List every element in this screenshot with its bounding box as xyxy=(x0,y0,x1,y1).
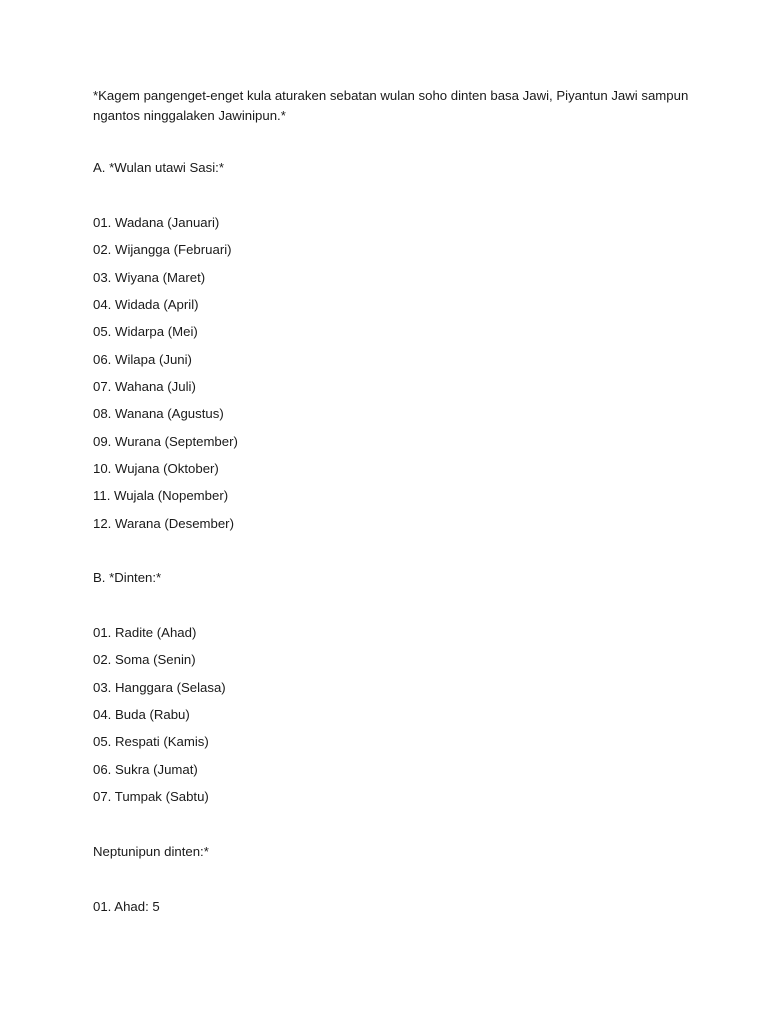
month-item: 12. Warana (Desember) xyxy=(93,515,234,531)
days-heading: B. *Dinten:* xyxy=(93,570,162,585)
month-item: 09. Wurana (September) xyxy=(93,433,238,449)
day-item: 06. Sukra (Jumat) xyxy=(93,761,198,777)
months-list xyxy=(93,213,238,541)
month-item: 03. Wiyana (Maret) xyxy=(93,269,206,285)
neptu-item: 01. Ahad: 5 xyxy=(93,899,160,914)
month-item: 11. Wujala (Nopember) xyxy=(93,488,229,504)
month-item: 05. Widarpa (Mei) xyxy=(93,324,198,340)
day-item: 01. Radite (Ahad) xyxy=(93,625,197,640)
month-item: 04. Widada (April) xyxy=(93,297,199,313)
month-item: 10. Wujana (Oktober) xyxy=(93,461,219,477)
month-item: 02. Wijangga (Februari) xyxy=(93,242,232,258)
month-item: 07. Wahana (Juli) xyxy=(93,379,196,395)
month-item: 01. Wadana (Januari) xyxy=(93,215,220,230)
day-item: 03. Hanggara (Selasa) xyxy=(93,679,226,695)
days-list xyxy=(93,623,226,814)
months-heading: A. *Wulan utawi Sasi:* xyxy=(93,160,224,175)
neptu-heading: Neptunipun dinten:* xyxy=(93,844,209,859)
day-item: 02. Soma (Senin) xyxy=(93,652,196,668)
day-item: 04. Buda (Rabu) xyxy=(93,707,190,723)
intro-paragraph: *Kagem pangenget-enget kula aturaken sebatan wulan soho dinten basa Jawi, Piyantun Jawi sampun ngantos ninggalaken Jawinipun.* xyxy=(93,88,689,123)
neptu-list xyxy=(93,897,160,924)
day-item: 07. Tumpak (Sabtu) xyxy=(93,789,209,805)
month-item: 06. Wilapa (Juni) xyxy=(93,351,192,367)
month-item: 08. Wanana (Agustus) xyxy=(93,406,224,422)
day-item: 05. Respati (Kamis) xyxy=(93,734,209,750)
